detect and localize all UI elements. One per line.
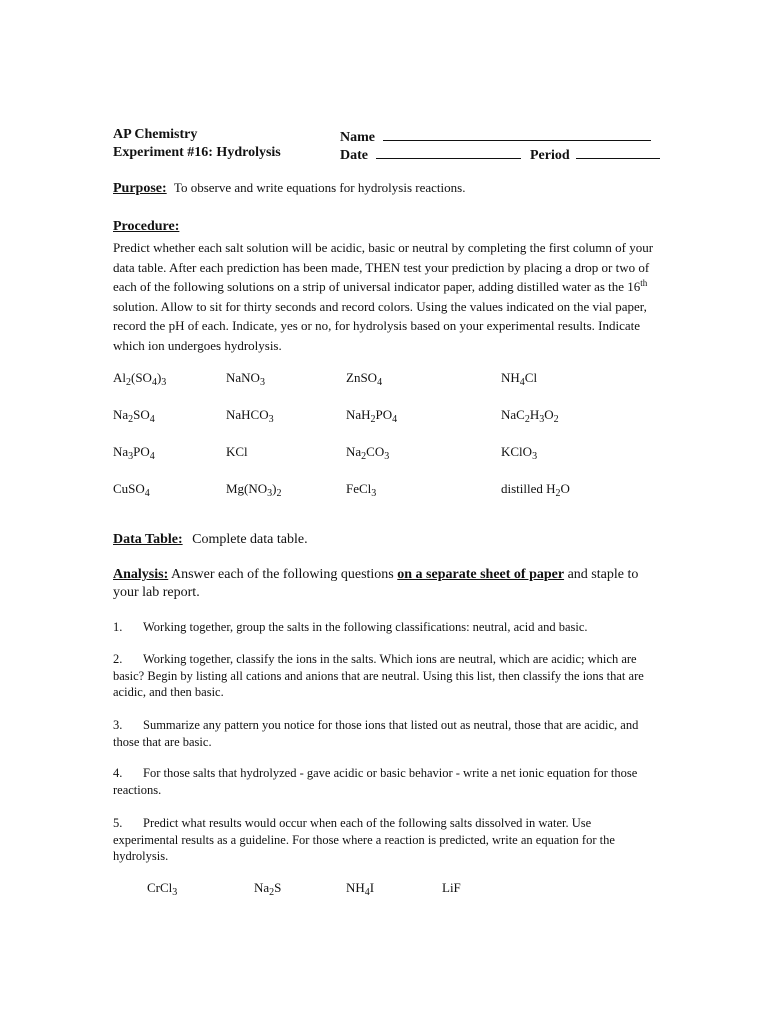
purpose-label: Purpose: bbox=[113, 181, 167, 196]
predict-salt-item: $Na_2S$ bbox=[254, 880, 282, 898]
predict-salt-item: LiF bbox=[442, 880, 461, 895]
name-field bbox=[340, 127, 651, 146]
course-title: AP Chemistry bbox=[113, 127, 198, 142]
salt-item: KClO$_3$ bbox=[501, 444, 538, 462]
question-text: For those salts that hydrolyzed - gave acidic or basic behavior - write a net ionic equation for those reactions. bbox=[113, 766, 638, 797]
procedure-text-b: solution. Allow to sit for thirty seconds and record colors. Using the values indicated on the vial paper, record the pH of each. Indicate, yes or no, for hydrolysis based on your experimental results. Indicate which ion undergoes hydrolysis. bbox=[113, 298, 647, 353]
procedure-text bbox=[113, 238, 658, 355]
analysis-section bbox=[113, 566, 658, 602]
analysis-emphasis: on a separate sheet of paper bbox=[397, 567, 565, 582]
salt-item: distilled $H_2O$ bbox=[501, 481, 570, 499]
purpose-text: To observe and write equations for hydrolysis reactions. bbox=[173, 180, 466, 195]
date-blank bbox=[376, 145, 521, 159]
period-label: Period bbox=[530, 148, 570, 163]
experiment-title: Experiment #16: Hydrolysis bbox=[113, 145, 281, 160]
date-period-field bbox=[340, 145, 660, 164]
purpose-section bbox=[113, 180, 465, 197]
analysis-text-b: and staple to your lab report. bbox=[113, 567, 639, 600]
salt-item: $Na_3PO_4$ bbox=[113, 444, 155, 462]
question-1 bbox=[113, 619, 658, 636]
salt-item: $NH_4Cl$ bbox=[501, 370, 538, 388]
predict-salt-item: $NH_4I$ bbox=[346, 880, 375, 898]
question-number: 4. bbox=[113, 766, 123, 780]
analysis-label: Analysis: bbox=[113, 567, 169, 582]
question-text: Working together, group the salts in the following classifications: neutral, acid and basic. bbox=[143, 620, 588, 634]
data-table-label: Data Table: bbox=[113, 532, 183, 547]
salt-item: NaNO$_3$ bbox=[226, 370, 265, 388]
question-number: 3. bbox=[113, 718, 123, 732]
superscript: th bbox=[640, 278, 648, 288]
question-5 bbox=[113, 815, 658, 865]
question-4 bbox=[113, 765, 658, 798]
period-blank bbox=[576, 145, 660, 159]
question-number: 5. bbox=[113, 816, 123, 830]
salt-item: $Na_2CO_3$ bbox=[346, 444, 390, 462]
question-number: 1. bbox=[113, 620, 123, 634]
question-2 bbox=[113, 651, 658, 701]
salt-item: KCl bbox=[226, 444, 248, 459]
name-blank bbox=[383, 127, 651, 141]
salt-item: $NaH_2PO_4$ bbox=[346, 407, 398, 425]
name-label: Name bbox=[340, 130, 375, 145]
salt-item: $Mg(NO_3)_2$ bbox=[226, 481, 282, 499]
question-text: Working together, classify the ions in the salts. Which ions are neutral, which are acidic; which are basic? Begin by listing all cations and anions that are neutral. Using this list, then classify the ions that are acidic, and then basic. bbox=[113, 652, 644, 699]
salt-item: ZnSO$_4$ bbox=[346, 370, 383, 388]
predict-salt-item: CrCl$_3$ bbox=[147, 880, 178, 898]
date-label: Date bbox=[340, 148, 368, 163]
procedure-label: Procedure: bbox=[113, 219, 180, 234]
salt-item: NaHCO$_3$ bbox=[226, 407, 274, 425]
analysis-text-a: Answer each of the following questions bbox=[170, 567, 394, 582]
salt-item: $Al_2(SO_4)_3$ bbox=[113, 370, 167, 388]
question-3 bbox=[113, 717, 658, 750]
salt-item: CuSO$_4$ bbox=[113, 481, 150, 499]
salt-item: FeCl$_3$ bbox=[346, 481, 377, 499]
procedure-text-a: Predict whether each salt solution will be acidic, basic or neutral by completing the first column of your data table. After each prediction has been made, THEN test your prediction by placing a drop or two of each of the following solutions on a strip of universal indicator paper, adding distilled water as the 16 bbox=[113, 240, 654, 294]
question-text: Predict what results would occur when each of the following salts dissolved in water. Use experimental results as a guideline. For those where a reaction is predicted, write an equation for the hydrolysis. bbox=[113, 816, 615, 863]
data-table-text: Complete data table. bbox=[192, 532, 308, 547]
salt-item: $Na_2SO_4$ bbox=[113, 407, 155, 425]
data-table-section bbox=[113, 532, 308, 548]
question-text: Summarize any pattern you notice for those ions that listed out as neutral, those that are acidic, and those that are basic. bbox=[113, 718, 639, 749]
salt-item: $NaC_2H_3O_2$ bbox=[501, 407, 559, 425]
question-number: 2. bbox=[113, 652, 123, 666]
